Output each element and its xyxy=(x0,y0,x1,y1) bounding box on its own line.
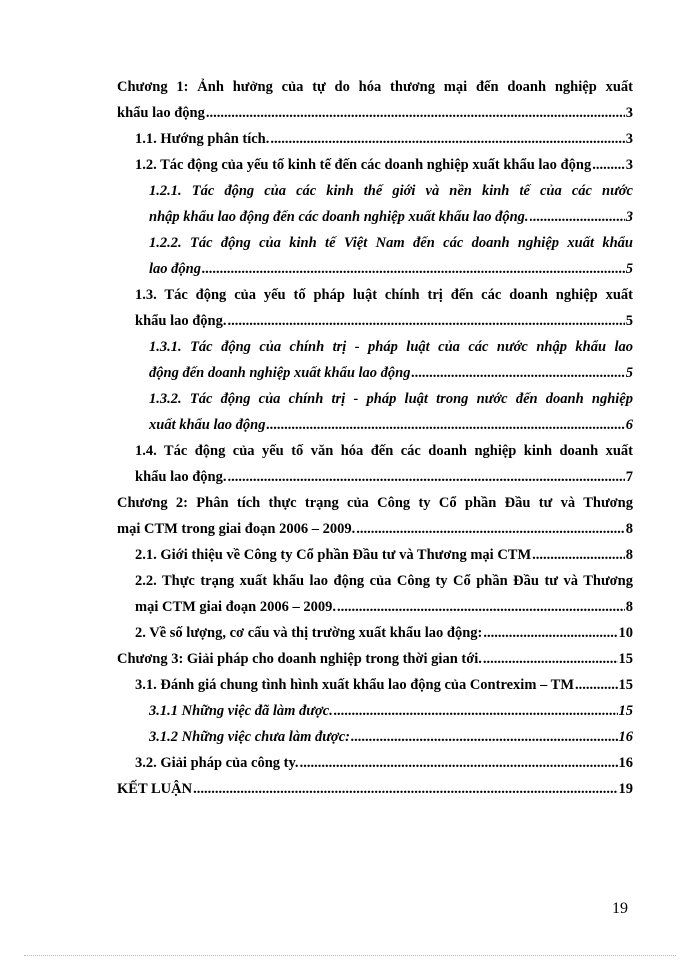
toc-page-number: 5 xyxy=(625,261,633,277)
toc-entry[interactable] xyxy=(117,74,633,126)
toc-entry-title: mại CTM giai đoạn 2006 – 2009. xyxy=(135,599,336,615)
toc-dot-leader xyxy=(532,542,625,568)
toc-page-number: 6 xyxy=(625,417,633,433)
toc-entry-line: 1.3.1. Tác động của chính trị - pháp luật của các nước nhập khẩu lao xyxy=(149,339,633,355)
toc-entry-title: xuất khẩu lao động xyxy=(149,417,266,433)
page-number: 19 xyxy=(612,900,628,917)
toc-entry[interactable] xyxy=(135,620,633,646)
toc-entry[interactable] xyxy=(135,672,633,698)
toc-page-number: 15 xyxy=(618,703,633,719)
toc-entry-last-line xyxy=(135,594,633,620)
toc-dot-leader xyxy=(530,204,625,230)
toc-entry[interactable] xyxy=(149,178,633,230)
toc-page-number: 19 xyxy=(618,781,633,797)
toc-dot-leader xyxy=(227,308,624,334)
toc-entry-last-line xyxy=(135,620,633,646)
toc-entry[interactable] xyxy=(117,490,633,542)
toc-dot-leader xyxy=(202,256,625,282)
toc-page-number: 15 xyxy=(618,677,633,693)
toc-entry-last-line xyxy=(149,412,633,438)
toc-entry-line: 2.2. Thực trạng xuất khẩu lao động của Công ty Cổ phần Đầu tư và Thương xyxy=(135,573,633,589)
toc-dot-leader xyxy=(483,646,618,672)
toc-entry[interactable] xyxy=(149,334,633,386)
toc-entry-line: 1.3.2. Tác động của chính trị - pháp luật trong nước đến doanh nghiệp xyxy=(149,391,633,407)
toc-entry-title: động đến doanh nghiệp xuất khẩu lao động xyxy=(149,365,411,381)
toc-entry-line: Chương 2: Phân tích thực trạng của Công ty Cổ phần Đầu tư và Thương xyxy=(117,495,633,511)
toc-entry-last-line xyxy=(135,542,633,568)
toc-entry-title: khẩu lao động xyxy=(117,105,205,121)
toc-entry-last-line xyxy=(149,204,633,230)
toc-page-number: 3 xyxy=(625,105,633,121)
toc-page-number: 8 xyxy=(625,599,633,615)
toc-entry-last-line xyxy=(135,152,633,178)
toc-dot-leader xyxy=(411,360,624,386)
toc-entry-last-line xyxy=(135,464,633,490)
toc-dot-leader xyxy=(356,516,625,542)
toc-entry-line: Chương 1: Ảnh hưởng của tự do hóa thương mại đến doanh nghiệp xuất xyxy=(117,79,633,95)
toc-entry-title: khẩu lao động. xyxy=(135,469,227,485)
toc-page-number: 3 xyxy=(625,131,633,147)
toc-page-number: 3 xyxy=(625,209,633,225)
toc-page-number: 10 xyxy=(618,625,633,641)
toc-entry-title: 3.1. Đánh giá chung tình hình xuất khẩu lao động của Contrexim – TM xyxy=(135,677,575,693)
toc-entry-last-line xyxy=(149,360,633,386)
toc-entry-title: 1.2. Tác động của yếu tố kinh tế đến các doanh nghiệp xuất khẩu lao động xyxy=(135,157,592,173)
toc-entry[interactable] xyxy=(135,282,633,334)
toc-dot-leader xyxy=(227,464,624,490)
toc-entry-line: 1.2.2. Tác động của kinh tế Việt Nam đến các doanh nghiệp xuất khẩu xyxy=(149,235,633,251)
toc-dot-leader xyxy=(337,594,625,620)
toc-entry[interactable] xyxy=(135,152,633,178)
toc-dot-leader xyxy=(351,724,618,750)
toc-entry-title: 1.1. Hướng phân tích. xyxy=(135,131,270,147)
toc-dot-leader xyxy=(334,698,618,724)
toc-entry-last-line xyxy=(135,126,633,152)
toc-entry[interactable] xyxy=(117,646,633,672)
toc-entry-last-line xyxy=(149,724,633,750)
toc-dot-leader xyxy=(483,620,617,646)
toc-entry-title: mại CTM trong giai đoạn 2006 – 2009. xyxy=(117,521,356,537)
toc-entry-line: 1.2.1. Tác động của các kinh thế giới và nền kinh tế của các nước xyxy=(149,183,633,199)
toc-entry-title: 2. Về số lượng, cơ cấu và thị trường xuất khẩu lao động: xyxy=(135,625,483,641)
toc-entry[interactable] xyxy=(135,568,633,620)
toc-page-number: 15 xyxy=(618,651,633,667)
toc-page-number: 3 xyxy=(625,157,633,173)
toc-entry-last-line xyxy=(117,646,633,672)
toc-entry-last-line xyxy=(135,672,633,698)
toc-dot-leader xyxy=(266,412,624,438)
toc-entry-last-line xyxy=(117,776,633,802)
toc-dot-leader xyxy=(592,152,625,178)
toc-entry-last-line xyxy=(149,698,633,724)
toc-entry-last-line xyxy=(117,516,633,542)
toc-entry-last-line xyxy=(117,100,633,126)
toc-entry-title: 2.1. Giới thiệu về Công ty Cổ phần Đầu tư và Thương mại CTM xyxy=(135,547,532,563)
toc-entry-title: 3.1.1 Những việc đã làm được. xyxy=(149,703,333,719)
toc-entry-last-line xyxy=(149,256,633,282)
table-of-contents xyxy=(117,74,633,802)
toc-entry-title: 3.2. Giải pháp của công ty. xyxy=(135,755,299,771)
toc-entry[interactable] xyxy=(149,724,633,750)
toc-entry-title: khẩu lao động. xyxy=(135,313,227,329)
toc-dot-leader xyxy=(300,750,618,776)
toc-dot-leader xyxy=(206,100,625,126)
toc-page-number: 7 xyxy=(625,469,633,485)
toc-entry[interactable] xyxy=(135,126,633,152)
toc-page-number: 5 xyxy=(625,365,633,381)
footer-divider xyxy=(24,955,676,956)
toc-dot-leader xyxy=(193,776,617,802)
toc-entry[interactable] xyxy=(135,750,633,776)
toc-entry[interactable] xyxy=(117,776,633,802)
toc-entry-last-line xyxy=(135,750,633,776)
toc-entry-title: KẾT LUẬN xyxy=(117,781,193,797)
toc-entry-title: lao động xyxy=(149,261,201,277)
toc-entry-title: nhập khẩu lao động đến các doanh nghiệp xuất khẩu lao động. xyxy=(149,209,529,225)
toc-entry-title: 3.1.2 Những việc chưa làm được: xyxy=(149,729,350,745)
toc-entry-title: Chương 3: Giải pháp cho doanh nghiệp trong thời gian tới. xyxy=(117,651,482,667)
toc-entry-line: 1.3. Tác động của yếu tố pháp luật chính trị đến các doanh nghiệp xuất xyxy=(135,287,633,303)
toc-dot-leader xyxy=(270,126,624,152)
toc-page-number: 8 xyxy=(625,521,633,537)
toc-page-number: 16 xyxy=(618,755,633,771)
toc-dot-leader xyxy=(575,672,617,698)
toc-entry[interactable] xyxy=(149,698,633,724)
toc-entry[interactable] xyxy=(149,230,633,282)
toc-page-number: 16 xyxy=(618,729,633,745)
toc-page-number: 8 xyxy=(625,547,633,563)
toc-page-number: 5 xyxy=(625,313,633,329)
toc-entry-line: 1.4. Tác động của yếu tố văn hóa đến các doanh nghiệp kinh doanh xuất xyxy=(135,443,633,459)
toc-entry[interactable] xyxy=(135,542,633,568)
toc-entry[interactable] xyxy=(135,438,633,490)
toc-entry[interactable] xyxy=(149,386,633,438)
toc-entry-last-line xyxy=(135,308,633,334)
